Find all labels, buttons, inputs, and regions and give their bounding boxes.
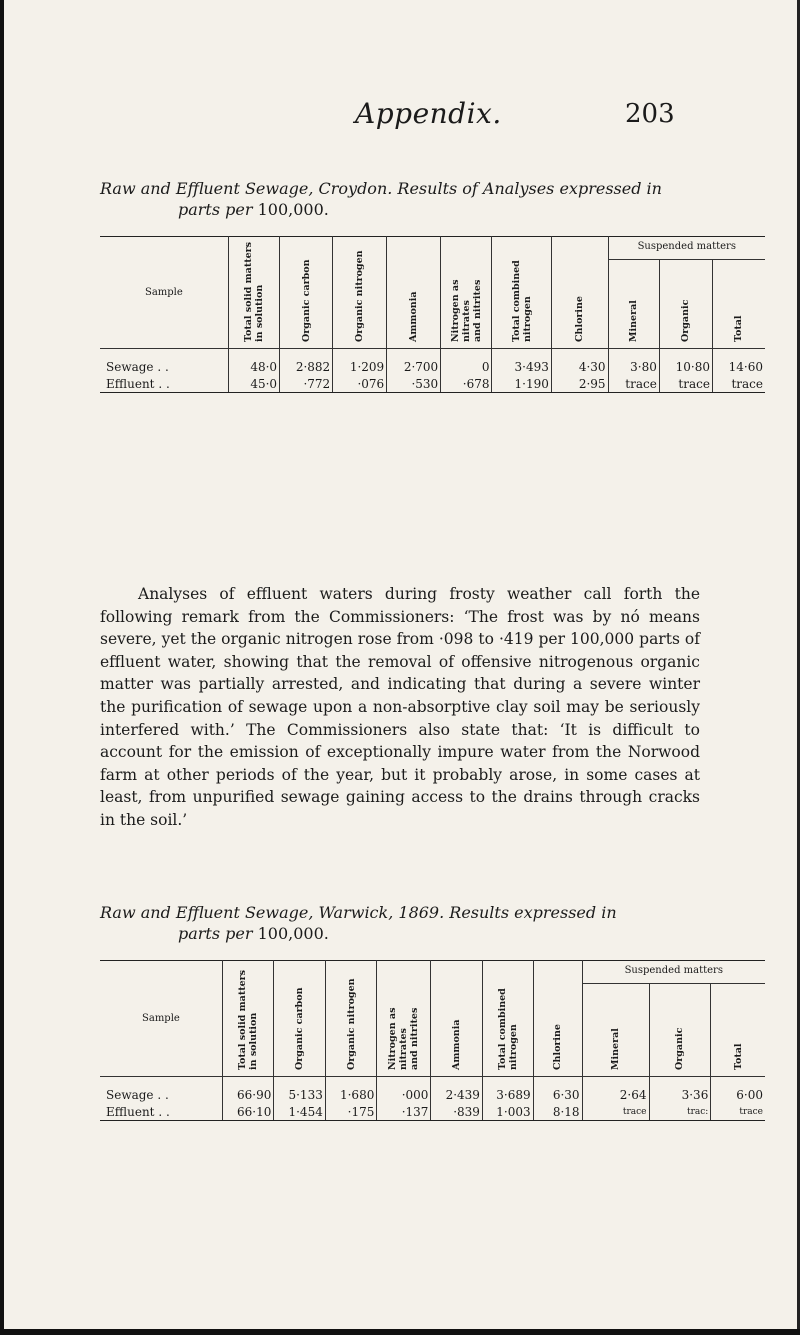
table1-header-col: Total combined nitrogen <box>492 237 551 349</box>
table2-caption <box>100 902 740 944</box>
table2-header-total: Total <box>711 984 765 1077</box>
table2-caption-line1: Raw and Effluent Sewage, Warwick, 1869. Results expressed in <box>100 903 617 922</box>
table2-header-col: Nitrogen as nitrates and nitrites <box>377 961 431 1077</box>
table2-header-mineral: Mineral <box>582 984 649 1077</box>
table1-header-mineral: Mineral <box>608 260 659 349</box>
table2-header-organic: Organic <box>649 984 711 1077</box>
table1-header-organic: Organic <box>659 260 712 349</box>
table2-caption-line2: parts per 100,000. <box>178 924 329 943</box>
table1-header-col: Organic nitrogen <box>333 237 387 349</box>
table2-header-col: Organic carbon <box>274 961 326 1077</box>
table2-header-col: Organic nitrogen <box>325 961 377 1077</box>
table2-header-col: Total solid matters in solution <box>222 961 274 1077</box>
page-edge-bottom <box>0 1329 800 1335</box>
table1-header-suspended: Suspended matters <box>608 237 765 260</box>
table1-header-total: Total <box>712 260 765 349</box>
page-header <box>0 97 800 137</box>
table2-header-suspended: Suspended matters <box>582 961 765 984</box>
table1-caption-line1: Raw and Effluent Sewage, Croydon. Results of Analyses expressed in <box>100 179 662 198</box>
table1-header-sample: Sample <box>100 237 228 349</box>
table-row: Effluent . . 45·0 ·772 ·076 ·530 ·678 1·190 2·95 trace trace trace <box>100 375 765 393</box>
table1-header-col: Nitrogen as nitrates and nitrites <box>441 237 492 349</box>
table1-header-col: Total solid matters in solution <box>228 237 279 349</box>
body-paragraph: Analyses of effluent waters during frosty weather call forth the following remark from the Commissioners: ‘The frost was by nó means severe, yet the organic nitrogen rose from ·098 to ·419 per 100,000 parts of effluent water, showing that the removal of offensive nitrogenous organic matter was partially arrested, and indicating that during a severe winter the purification of sewage upon a non-absorptive clay soil may be seriously interfered with.’ The Commissioners also state that: ‘It is difficult to account for the emission of exceptionally impure water from the Norwood farm at other periods of the year, but it probably arose, in some cases at least, from unpurified sewage gaining access to the drains through cracks in the soil.’ <box>100 585 700 829</box>
table-row: Sewage . . 48·0 2·882 1·209 2·700 0 3·493 4·30 3·80 10·80 14·60 <box>100 349 765 376</box>
table2-header-col: Chlorine <box>533 961 582 1077</box>
table2-warwick <box>100 960 765 1121</box>
table2-header-col: Ammonia <box>431 961 483 1077</box>
page-edge-left <box>0 0 4 1335</box>
table1-caption <box>100 178 740 220</box>
running-title: Appendix. <box>355 97 502 130</box>
table1-croydon <box>100 236 765 393</box>
table-row: Effluent . . 66·10 1·454 ·175 ·137 ·839 1·003 8·18 trace trac: trace <box>100 1103 765 1121</box>
table1-caption-line2: parts per 100,000. <box>178 200 329 219</box>
table1-header-col: Ammonia <box>387 237 441 349</box>
page-number: 203 <box>625 99 675 129</box>
table-row: Sewage . . 66·90 5·133 1·680 ·000 2·439 3·689 6·30 2·64 3·36 6·00 <box>100 1077 765 1104</box>
table1-header-col: Organic carbon <box>280 237 333 349</box>
table1-header-col: Chlorine <box>551 237 608 349</box>
table2-header-sample: Sample <box>100 961 222 1077</box>
table2-header-col: Total combined nitrogen <box>482 961 533 1077</box>
